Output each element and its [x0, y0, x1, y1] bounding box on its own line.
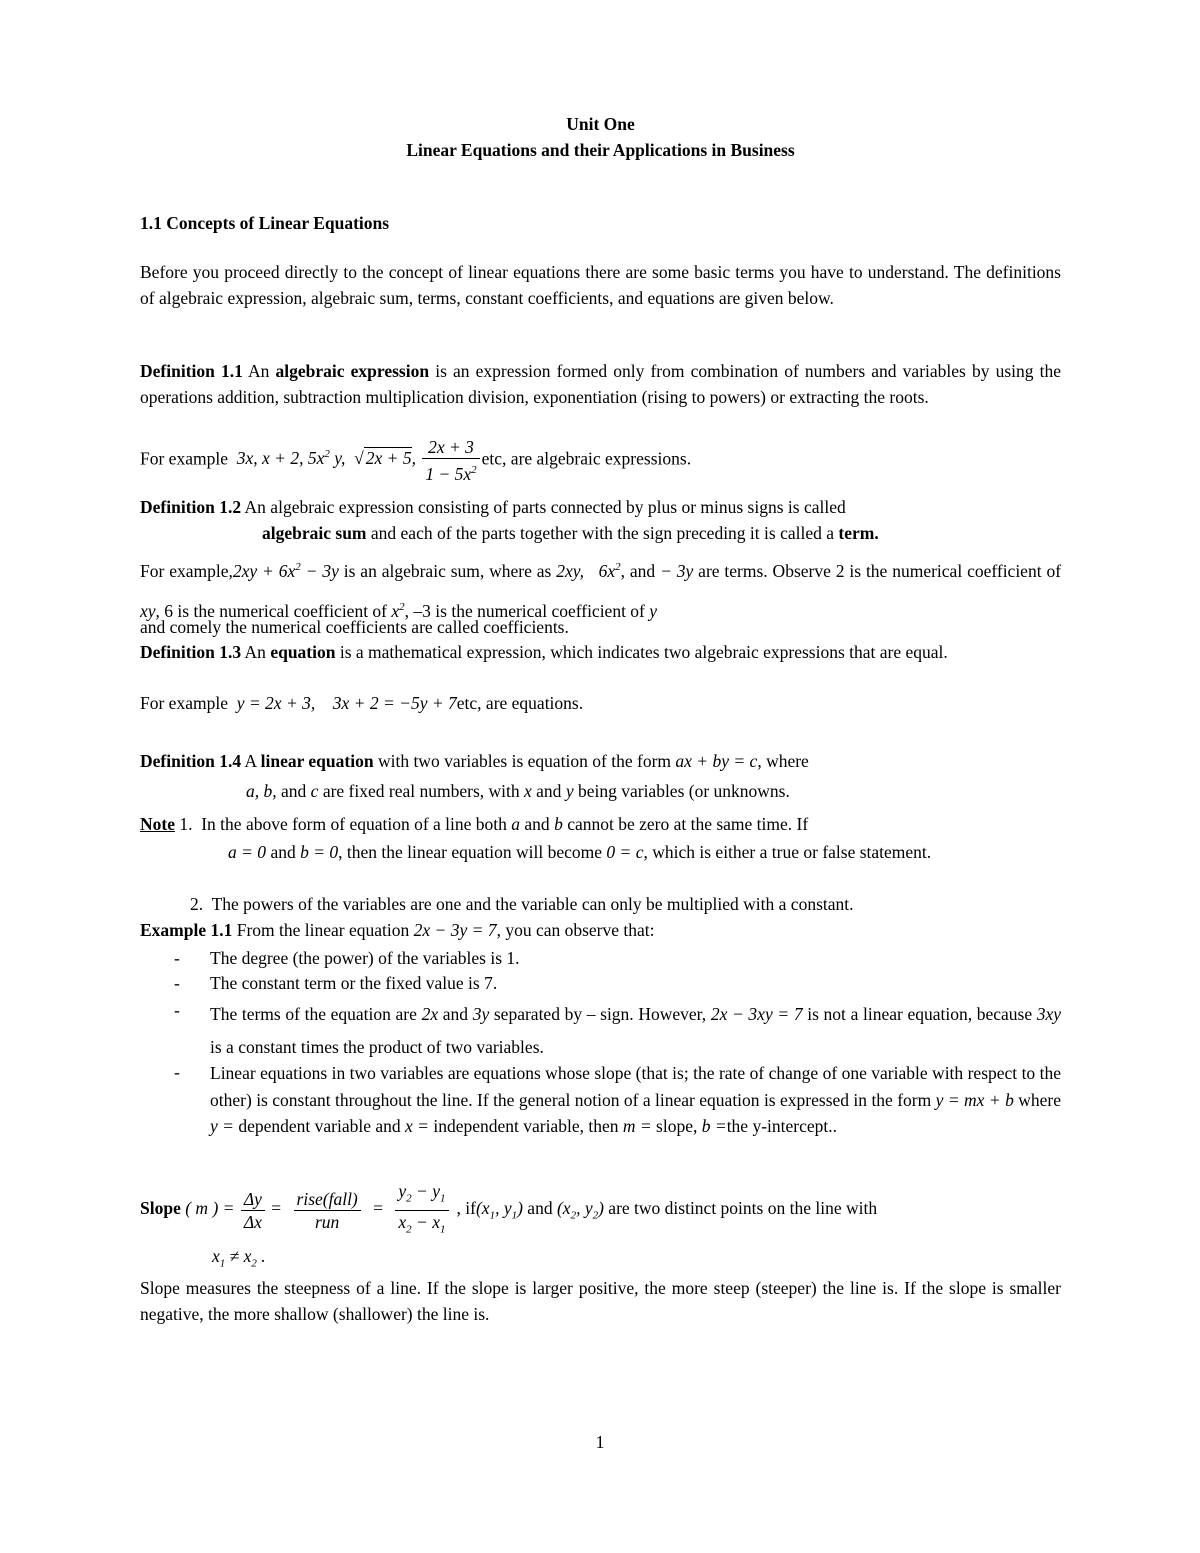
section-heading: 1.1 Concepts of Linear Equations [140, 213, 390, 233]
slope-condition: $x_1 \ne x_2$ . [212, 1246, 266, 1270]
intro-paragraph: Before you proceed directly to the concept of linear equations there are some basic terms you have to understand. The definitions of algebraic expression, algebraic sum, terms, constant coefficients, and equations are given below. [140, 262, 1061, 308]
math-expression: 3x, x + 2, $5x^2$ y, √ 2x + 5, [236, 448, 416, 469]
definition-1-4: Definition 1.4 A linear equation with two variables is equation of the form ax + by = c, where a, b, and c are fixed real numbers, with x and y being variables (or unknowns. [140, 751, 809, 801]
note-label: Note [140, 814, 175, 834]
slope-formula: Slope ( m ) = $\frac{\Delta y}{\Delta x}$ = $\frac{\text{rise(fall)}}{\text{run}}$ = $\frac{y_2 - y_1}{x_2 - x_1}$ , $if(x_1$, $y_1$) and ($x_2$, $y_2$) are two distinct points on the line with [140, 1180, 1061, 1240]
bullet-dash: - [174, 1000, 180, 1020]
definition-label: Definition 1.4 [140, 751, 242, 771]
bullet-item: The constant term or the fixed value is 7. [210, 973, 498, 993]
definition-1-2-example: For example,2xy + $6x^2 - 3y$ is an algebraic sum, where as 2xy, $6x^2$, and − 3y are terms. Observe 2 is the numerical coefficient of xy, 6 is the numerical coefficient of $x^2$, –3 is the numerical coefficient of y [140, 560, 1062, 621]
bullet-item: The terms of the equation are 2x and 3y separated by – sign. However, 2x − 3xy = 7 is not a linear equation, because 3xy is a constant times the product of two variables. [210, 1004, 1062, 1057]
definition-1-2-example-end: and comely the numerical coefficients are called coefficients. [140, 617, 569, 637]
defined-term: algebraic sum [262, 522, 367, 543]
defined-term: term. [838, 522, 879, 543]
page-number: 1 [595, 1432, 605, 1452]
bullet-dash: - [174, 1062, 180, 1082]
bullet-item: The degree (the power) of the variables is 1. [210, 948, 520, 968]
defined-term: equation [270, 642, 336, 662]
definition-label: Definition 1.3 [140, 642, 242, 662]
defined-term: algebraic expression [275, 361, 430, 381]
slope-label: Slope [140, 1198, 181, 1219]
bullet-item: Linear equations in two variables are equations whose slope (that is; the rate of change of one variable with respect to the other) is constant throughout the line. If the general notion of a linear equation is expressed in the form y = mx + b where y = dependent variable and x = independent variable, then m = slope, b =the y-intercept.. [210, 1063, 1061, 1136]
definition-label: Definition 1.1 [140, 361, 243, 381]
unit-title: Unit One [566, 114, 635, 134]
math-fraction: $\frac{\Delta y}{\Delta x}$ [241, 1188, 265, 1233]
math-fraction: $\frac{\text{rise(fall)}}{\text{run}}$ [294, 1188, 361, 1233]
defined-term: linear equation [260, 751, 374, 771]
definition-1-3: Definition 1.3 An equation is a mathematical expression, which indicates two algebraic expressions that are equal. [140, 642, 948, 662]
math-fraction: $\frac{y_2 - y_1}{x_2 - x_1}$ [395, 1180, 448, 1240]
note-1: Note 1. In the above form of equation of a line both a and b cannot be zero at the same time. If a = 0 and b = 0, then the linear equation will become 0 = c, which is either a true or false statement. [140, 814, 932, 862]
definition-1-2: Definition 1.2 An algebraic expression consisting of parts connected by plus or minus signs is called algebraic sum and each of the parts together with the sign preceding it is called a term. [140, 497, 879, 543]
slope-description: Slope measures the steepness of a line. If the slope is larger positive, the more steep (steeper) the line is. If the slope is smaller negative, the more shallow (shallower) the line is. [140, 1278, 1061, 1324]
bullet-dash: - [174, 948, 180, 968]
math-fraction: $\frac{2x + 3}{1 - 5x^2}$ [422, 436, 479, 485]
definition-label: Definition 1.2 [140, 497, 242, 517]
example-label: Example 1.1 [140, 920, 233, 940]
chapter-title: Linear Equations and their Applications in Business [406, 140, 795, 160]
example-1-1: Example 1.1 From the linear equation 2x − 3y = 7, you can observe that: [140, 920, 655, 940]
bullet-dash: - [174, 973, 180, 993]
definition-1-3-example: For example y = 2x + 3, 3x + 2 = −5y + 7etc, are equations. [140, 693, 584, 713]
definition-1-1: Definition 1.1 An algebraic expression is an expression formed only from combination of numbers and variables by using the operations addition, subtraction multiplication division, exponentiation (rising to powers) or extracting the roots. [140, 361, 1061, 407]
definition-1-1-example: For example 3x, x + 2, $5x^2$ y, √ 2x + 5, $\frac{2x + 3}{1 - 5x^2}$ etc, are algebraic expressions. [140, 437, 692, 484]
note-2: 2. The powers of the variables are one and the variable can only be multiplied with a constant. [190, 894, 854, 914]
